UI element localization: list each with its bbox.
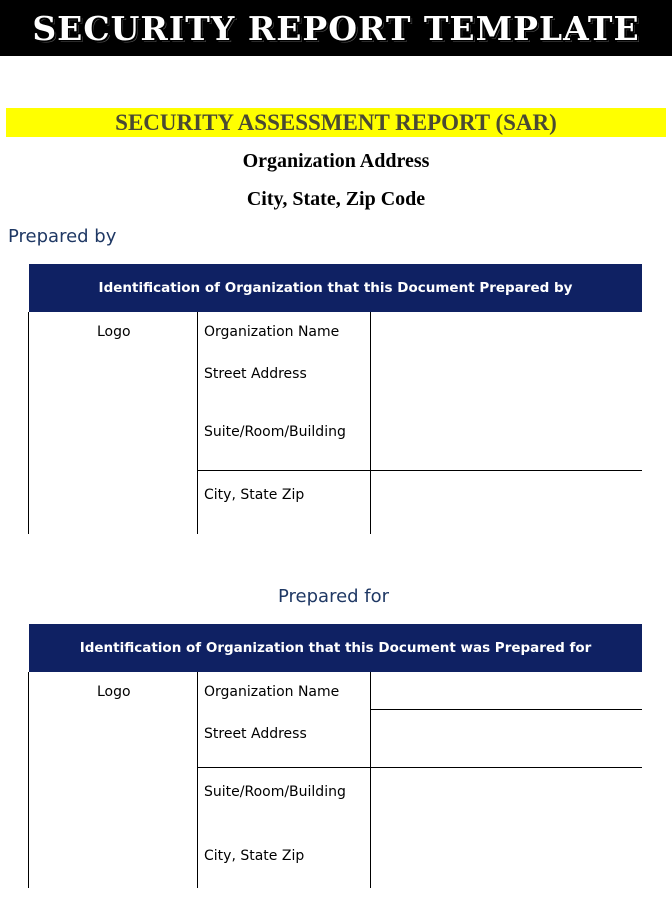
prepared-by-label: Prepared by <box>8 226 117 247</box>
field-city-state-zip: City, State Zip <box>204 487 305 503</box>
sar-title-bar <box>6 108 666 137</box>
logo-placeholder: Logo <box>97 684 131 700</box>
field-organization-name: Organization Name <box>204 684 340 700</box>
table-border <box>370 312 371 534</box>
organization-address: Organization Address <box>242 150 430 172</box>
field-street-address: Street Address <box>204 726 307 742</box>
prepared-by-table-header <box>29 264 642 312</box>
table-border <box>28 312 29 534</box>
field-suite-room-building: Suite/Room/Building <box>204 784 346 800</box>
prepared-by-header-text: Identification of Organization that this Document Prepared by <box>98 280 573 296</box>
table-border <box>370 672 371 888</box>
prepared-for-table-header <box>29 624 642 672</box>
page-title: SECURITY REPORT TEMPLATE <box>32 8 640 48</box>
field-suite-room-building: Suite/Room/Building <box>204 424 346 440</box>
title-banner <box>0 0 672 56</box>
field-city-state-zip: City, State Zip <box>204 848 305 864</box>
table-border <box>197 312 198 534</box>
city-state-zip: City, State, Zip Code <box>246 188 426 210</box>
field-organization-name: Organization Name <box>204 324 340 340</box>
table-border <box>197 672 198 888</box>
table-border <box>28 672 29 888</box>
prepared-for-label: Prepared for <box>278 586 390 607</box>
table-border <box>370 709 642 710</box>
field-street-address: Street Address <box>204 366 307 382</box>
table-border <box>197 470 642 471</box>
logo-placeholder: Logo <box>97 324 131 340</box>
sar-title: SECURITY ASSESSMENT REPORT (SAR) <box>115 109 557 135</box>
table-border <box>197 767 642 768</box>
prepared-for-header-text: Identification of Organization that this Document was Prepared for <box>79 640 592 656</box>
